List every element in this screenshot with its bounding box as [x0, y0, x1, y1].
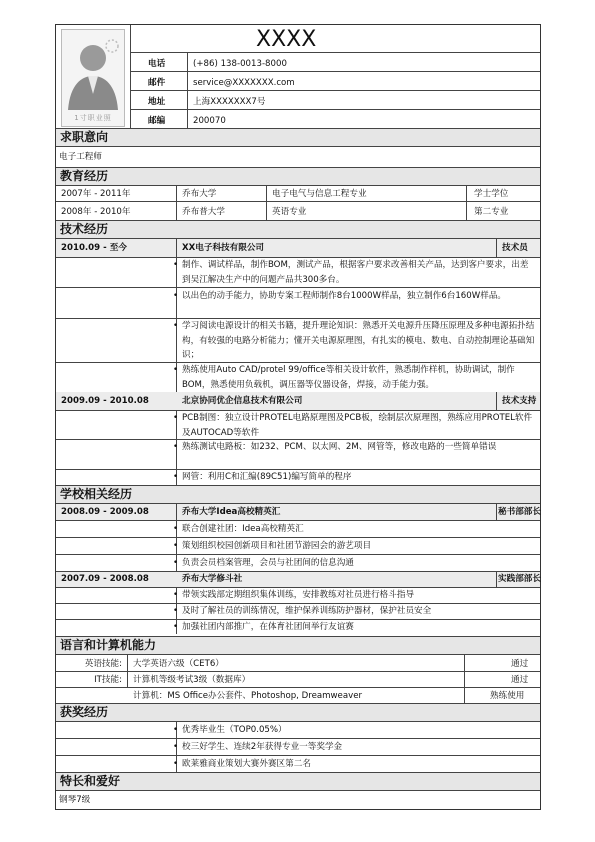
skill-2-value: 计算机等级考试3级（数据库） [133, 675, 251, 685]
skill-1-status: 通过 [511, 659, 529, 669]
school-1-bullet-3: • 负责会员档案管理，会员与社团间的信息沟通 [182, 556, 354, 570]
phone-value: (+86) 138-0013-8000 [193, 59, 287, 69]
job-1-company: XX电子科技有限公司 [182, 243, 265, 253]
school-1-role: 秘书部部长 [498, 507, 541, 517]
photo-caption: 1寸职业照 [74, 114, 112, 122]
award-2: • 校三好学生、连续2年获得专业一等奖学金 [182, 740, 342, 754]
edu-row-1-period: 2007年 - 2011年 [61, 189, 131, 199]
school-1-bullet-1: • 联合创建社团：Idea高校精英汇 [182, 522, 304, 536]
address-label: 地址 [148, 97, 166, 107]
job-2-period: 2009.09 - 2010.08 [61, 396, 149, 406]
avatar-icon [62, 32, 124, 110]
school-1-period: 2008.09 - 2009.08 [61, 507, 149, 517]
job-1-role: 技术员 [502, 243, 528, 253]
job-1-bullet-1: • 制作、调试样品，制作BOM，测试产品，根据客户要求改善相关产品，达到客户要求，出差到吴江解决生产中的问题产品共300多台。 [182, 258, 536, 287]
school-1-bullet-2: • 策划组织校园创新项目和社团节游园会的游艺项目 [182, 539, 371, 553]
section-objective-title: 求职意向 [56, 128, 540, 147]
photo-frame [61, 29, 125, 127]
school-2-role: 实践部部长 [498, 574, 541, 584]
section-school-title: 学校相关经历 [56, 485, 540, 504]
school-2-bullet-3: • 加强社团内部推广，在体育社团间举行友谊赛 [182, 620, 354, 634]
section-education-title: 教育经历 [56, 167, 540, 186]
job-1-bullet-3: • 学习阅读电源设计的相关书籍，提升理论知识：熟悉开关电源升压降压原理及多种电源拓扑结构，有较强的电路分析能力；懂开关电源原理图，有扎实的模电、数电、自动控制理论基础知识； [182, 319, 536, 363]
school-2-org: 乔布大学修斗社 [182, 574, 243, 584]
skill-3-status: 熟练使用 [490, 691, 525, 701]
edu-row-1-major: 电子电气与信息工程专业 [272, 189, 367, 199]
skill-1-value: 大学英语六级（CET6） [133, 659, 224, 669]
postcode-value: 200070 [193, 116, 226, 126]
address-value: 上海XXXXXXX7号 [193, 97, 266, 107]
job-2-role: 技术支持 [502, 396, 537, 406]
edu-row-1-degree: 学士学位 [474, 189, 509, 199]
job-1-period: 2010.09 - 至今 [61, 243, 127, 253]
job-1-bullet-4: • 熟练使用Auto CAD/protel 99/office等相关设计软件，熟悉制作样机，协助调试，制作BOM，熟悉使用负载机，调压器等仪器设备，焊接，动手能力强。 [182, 363, 536, 392]
edu-row-2-degree: 第二专业 [474, 207, 509, 217]
postcode-label: 邮编 [148, 116, 166, 126]
section-awards-title: 获奖经历 [56, 703, 540, 722]
edu-row-1-school: 乔布大学 [182, 189, 217, 199]
section-skills-title: 语言和计算机能力 [56, 636, 540, 655]
edu-row-2-period: 2008年 - 2010年 [61, 207, 131, 217]
skill-2-label: IT技能: [94, 675, 122, 685]
school-1-org: 乔布大学Idea高校精英汇 [182, 507, 281, 517]
email-value: service@XXXXXXX.com [193, 78, 295, 88]
award-3: • 欧莱雅商业策划大赛外赛区第二名 [182, 757, 311, 771]
award-1: • 优秀毕业生（TOP0.05%） [182, 723, 287, 737]
school-2-period: 2007.09 - 2008.08 [61, 574, 149, 584]
job-2-bullet-2: • 熟练测试电路板：如232、PCM、以太网、2M、网管等，修改电路的一些简单错误 [182, 440, 536, 455]
email-label: 邮件 [148, 78, 166, 88]
skill-1-label: 英语技能: [84, 659, 122, 669]
school-2-bullet-2: • 及时了解社员的训练情况，维护保养训练防护器材，保护社员安全 [182, 604, 431, 618]
edu-row-2-major: 英语专业 [272, 207, 307, 217]
phone-label: 电话 [148, 59, 166, 69]
skill-3-value: 计算机：MS Office办公套件、Photoshop, Dreamweaver [133, 691, 363, 701]
school-2-bullet-1: • 带领实践部定期组织集体训练，安排教练对社员进行格斗指导 [182, 588, 414, 602]
job-2-bullet-1: • PCB制图：独立设计PROTEL电路原理图及PCB板，绘制层次原理图，熟练应用PROTEL软件及AUTOCAD等软件 [182, 411, 536, 440]
candidate-name: XXXX [256, 27, 317, 52]
hobby-value: 钢琴7级 [59, 795, 91, 805]
job-2-bullet-3: • 网管：利用C和汇编(89C51)编写简单的程序 [182, 470, 536, 485]
resume-page [55, 24, 541, 810]
edu-row-2-school: 乔布普大学 [182, 207, 225, 217]
job-2-company: 北京协同优企信息技术有限公司 [182, 396, 303, 406]
section-tech-title: 技术经历 [56, 220, 540, 239]
section-hobby-title: 特长和爱好 [56, 772, 540, 791]
objective-value: 电子工程师 [59, 152, 102, 162]
job-1-bullet-2: • 以出色的动手能力，协助专案工程师制作8台1000W样品，独立制作6台160W样品。 [182, 289, 536, 304]
skill-2-status: 通过 [511, 675, 529, 685]
